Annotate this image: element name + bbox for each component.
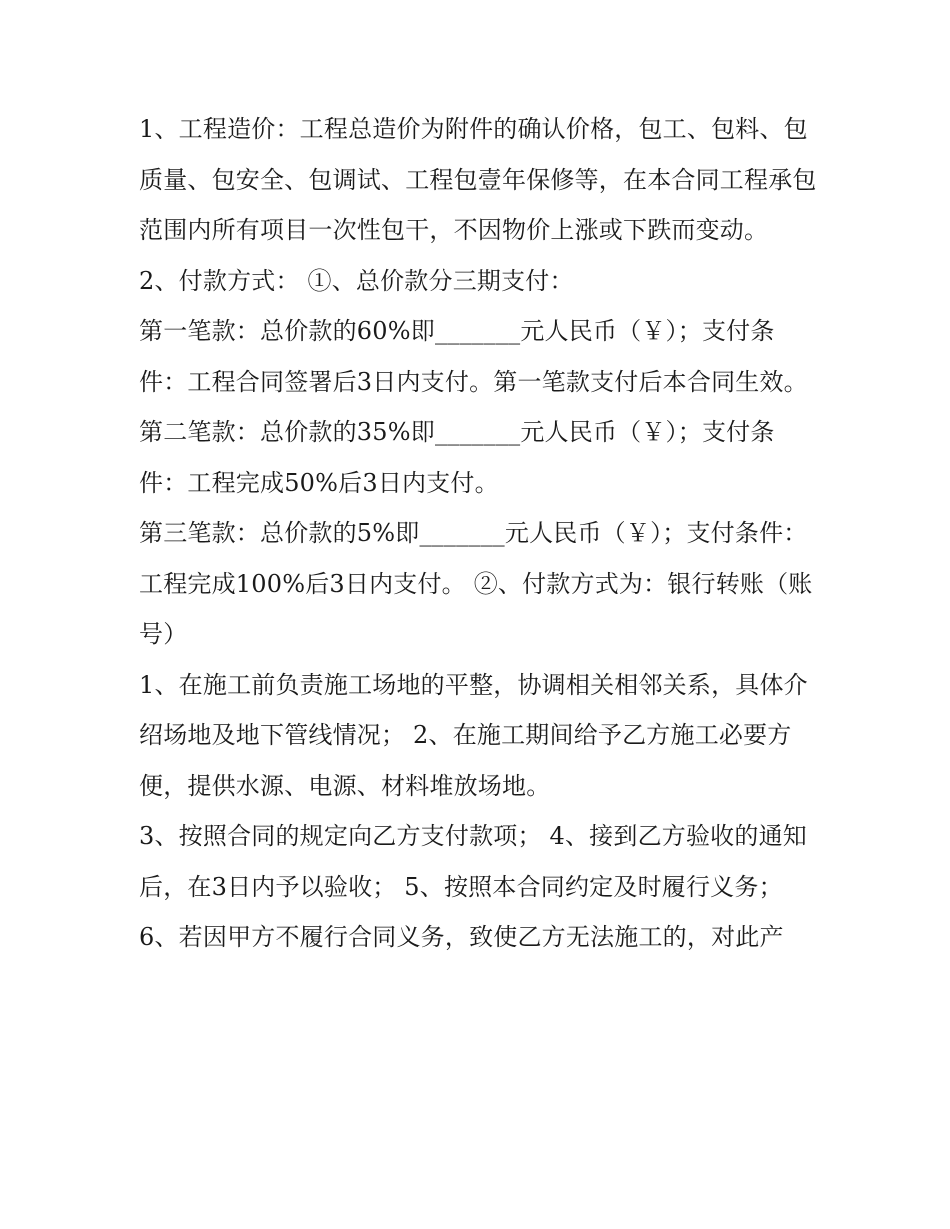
clause-project-cost: 1、工程造价：工程总造价为附件的确认价格，包工、包料、包质量、包安全、包调试、工程包壹年保修等，在本合同工程承包范围内所有项目一次性包干，不因物价上涨或下跌而变动。 [139,115,817,244]
document-body [139,104,819,963]
party-a-duty-6: 6、若因甲方不履行合同义务，致使乙方无法施工的，对此产 [139,923,784,951]
clause-payment-method: 2、付款方式： ①、总价款分三期支付： [139,266,574,295]
payment-second-installment: 第二笔款：总价款的35%即_______元人民币（￥）；支付条件：工程完成50%后3日内支付。 [139,418,775,497]
party-a-duties-3-5: 3、按照合同的规定向乙方支付款项； 4、接到乙方验收的通知后，在3日内予以验收； 5、按照本合同约定及时履行义务； [139,822,807,901]
payment-first-installment: 第一笔款：总价款的60%即_______元人民币（￥）；支付条件：工程合同签署后3日内支付。第一笔款支付后本合同生效。 [139,317,808,396]
party-a-duties-1-2: 1、在施工前负责施工场地的平整，协调相关相邻关系，具体介绍场地及地下管线情况； 2、在施工期间给予乙方施工必要方便，提供水源、电源、材料堆放场地。 [139,670,808,800]
payment-third-installment: 第三笔款：总价款的5%即_______元人民币（￥）；支付条件：工程完成100%后3日内支付。 ②、付款方式为：银行转账（账号） [139,519,813,648]
